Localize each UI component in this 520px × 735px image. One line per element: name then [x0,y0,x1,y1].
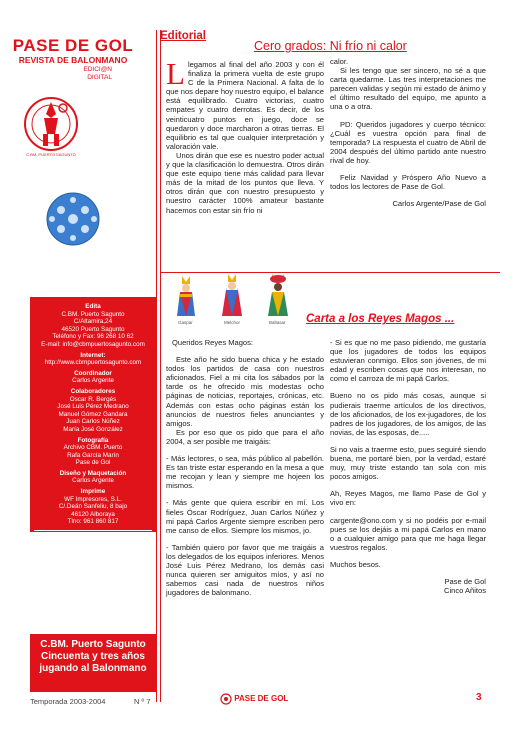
paragraph: - Si es que no me paso pidiendo, me gustaría que los jugadores de todos los equipos estuvieran conmigo. Ellos son jóvenes, de mi edad y escriben cosas que nos interesan, no como el carroza de mi papá Carlos. [330,338,486,384]
editorial-title: Cero grados: Ni frío ni calor [254,39,407,53]
reproduction-note: Permitida la reproducción citando expresamente la fuente y el nombre del autor. [34,558,145,581]
design-heading: Diseño y Maquetación [59,469,127,477]
king-melchor-figure [222,274,242,316]
printer-line: WF Impresores, S.L. [64,495,122,503]
coordinator-name: Carlos Argente [72,377,114,385]
slogan-line: Cincuenta y tres años [41,651,145,662]
internet-link[interactable]: http://www.cbmpuertosagunto.com [44,359,142,367]
king-gaspar-figure [177,276,195,316]
edita-line: C.BM. Puerto Sagunto [61,310,125,318]
internet-heading: Internet: [80,351,106,359]
masthead-credits [30,297,156,581]
edition-line-2: DIGITAL [87,74,112,81]
section-tag: Editorial [160,30,207,42]
paragraph: Si les tengo que ser sincero, no sé a que carta quedarme. Las tres interpretaciones me parecen validas y según mi estado de ánimo y el último resultado del equipo, me apunto a una o a otra. [330,66,486,112]
paragraph: Ah, Reyes Magos, me llamo Pase de Gol y vivo en: [330,489,486,508]
contributor-name: José Luis Pérez Medrano [57,403,129,411]
footer-logo-text: PASE DE GOL [234,694,289,704]
paragraph: Este año he sido buena chica y he estado todos los partidos de casa con nuestros aficionados. Fiel a mi cita los sábados por la tarde os he ofrecido mis modestas ocho páginas de noticias, reportajes, crónicas, etc. Además con estas ocho páginas están los anuncios de nuestros fieles anunciantes y amigos. [166,355,324,428]
magazine-title: PASE DE GOL [12,36,134,55]
masthead [12,36,134,82]
letter-right-column [330,338,486,595]
club-slogan [30,634,156,692]
slogan-line: C.BM. Puerto Sagunto [40,639,146,650]
photography-line: Pase de Gol [75,459,111,467]
editorial-signature: Carlos Argente/Pase de Gol [392,199,486,209]
contributors-heading: Colaboradores [70,387,116,395]
paragraph: Queridos Reyes Magos: [172,338,253,347]
disclaimer-note: Pase de Gol no se hace responsable de las opiniones publicadas en esta revista. [34,535,148,550]
divider [34,530,152,531]
paragraph: Bueno no os pido más cosas, aunque si pudierais traerme artículos de los directivos, de los aficionados, de los ex-jugadores, de los padres de los jugadores, de los amigos, de las novias, de las esposas, de..... [330,391,486,437]
editorial-right-column [330,57,486,208]
king-label: Baltasar [269,320,286,325]
paragraph: Es por eso que os pido que para el año 2004, a ser posible me traigáis: [166,427,324,446]
printer-line: 46120 Alboraya [71,510,115,518]
paragraph: - También quiero por favor que me traigáis a los delegados de los equipos inferiores. Menos José Luis Pérez Medrano, los demás casi nunca quieren ser amiguitos míos, y así no sabemos casi nada de nuestros niños jugadores de balonmano. [166,542,324,598]
footer-issue-number: N º 7 [134,697,151,706]
photography-line: Archivo CBM. Puerto [63,444,123,452]
slogan-line: jugando al Balonmano [39,663,147,674]
letter-title: Carta a los Reyes Magos ... [306,313,455,325]
magazine-subtitle: REVISTA DE BALONMANO [18,55,128,65]
paragraph: calor. [330,57,349,66]
paragraph: PD: Queridos jugadores y cuerpo técnico: ¿Cuál es vuestra opción para final de temporada? La respuesta el cuatro de Abril de 2004 después del último partido ante nuestro rival de hoy. [330,119,486,165]
photography-line: Rafa García Marín [67,451,119,459]
king-label: Gaspar [178,320,193,325]
contributor-name: Juan Carlos Núñez [66,418,120,426]
contributor-name: Oscar R. Bergés [69,395,117,403]
paragraph: Llegamos al final del año 2003 y con él finaliza la primera vuelta de este grupo C de la Primera Nacional. A falta de lo que nos depare hoy nuestro equipo, el balance está equilibrado. Cuatro victorias, cuatro empates y cuatro derrotas. Es decir, de los veinticuatro puntos en juego, doce se quedaron y doce marcharon a otras tierras. El equilibrio es tal que cualquier interpretación y valoración vale. [166,56,324,151]
divider [34,554,152,555]
drop-cap: L [166,56,185,91]
design-name: Carlos Argente [72,477,114,485]
king-baltasar-figure [268,274,288,316]
printer-heading: Imprime [80,488,106,496]
edita-email[interactable]: E-mail: info@cbmpuertosagunto.com [41,340,145,348]
letter-signature: Cinco Añitos [444,586,486,596]
three-kings-illustration [160,270,310,326]
paragraph: Unos dirán que ese es nuestro poder actual y que la clasificación lo demuestra. Otros dirán que este equipo tiene más calidad para llevar más de la mitad de los puntos que lleva. Y otros dirán que con nuestro presupuesto y nuestro carácter 100% amateur bastante hacemos con estar sin frío ni [166,150,324,215]
paragraph: - Más gente que quiera escribir en mí. Los fieles Óscar Rodríguez, Juan Carlos Núñez y mi papá Carlos Argente siempre escriben pero me canso de ellos. Siempre los mismos, jo. [166,498,324,535]
edita-heading: Edita [85,303,101,310]
contributor-name: María José González [63,425,123,433]
edita-line: C/Altamira,24 [73,318,113,326]
paragraph: Si no vais a traerme esto, pues seguiré siendo buena, me portaré bien, por la verdad, estaré muy, muy triste estando tan sola con mis pocos amigos. [330,444,486,482]
editorial-left-column [166,56,324,215]
contributor-name: Manuel Gómez Gandara [58,410,128,418]
footer-logo [220,693,310,707]
king-label: Melchor [224,320,241,325]
edita-line: 46520 Puerto Sagunto [61,325,125,333]
photography-heading: Fotografía [77,436,109,444]
crest-small-icon [220,693,232,705]
column-rule [160,30,161,702]
footer-season: Temporada 2003-2004 [30,697,106,706]
ball-logo [42,188,104,250]
edition-line-1: EDICI@N [83,66,112,73]
svg-text:C.BM. PUERTO SAGUNTO: C.BM. PUERTO SAGUNTO [26,152,76,157]
coordinator-heading: Coordinador [74,369,112,377]
paragraph: - Más lectores, o sea, más público al pabellón. Es tan triste estar esperando en la mesa a que me recojan y lean y siempre me hojeen los mismos. [166,454,324,491]
paragraph: Muchos besos. [330,559,381,569]
column-rule [156,30,157,702]
printer-line: C/.Deán Sanfeliu, 8 bajo [58,503,128,511]
page-number: 3 [476,692,482,703]
paragraph: cargente@ono.com y si no podéis por e-mail pues se los dejáis a mi papá Carlos en mano o a cualquier amigo para que me haga llegar vuestros regalos. [330,515,486,552]
paragraph: Feliz Navidad y Próspero Año Nuevo a todos los lectores de Pase de Gol. [330,173,486,192]
letter-signature: Pase de Gol [444,576,486,586]
printer-line: Tlno: 961 860 817 [67,518,119,526]
edita-line: Teléfono y Fax: 96 268 10 62 [52,333,134,341]
club-crest-logo [22,88,84,160]
letter-left-column [166,338,324,597]
